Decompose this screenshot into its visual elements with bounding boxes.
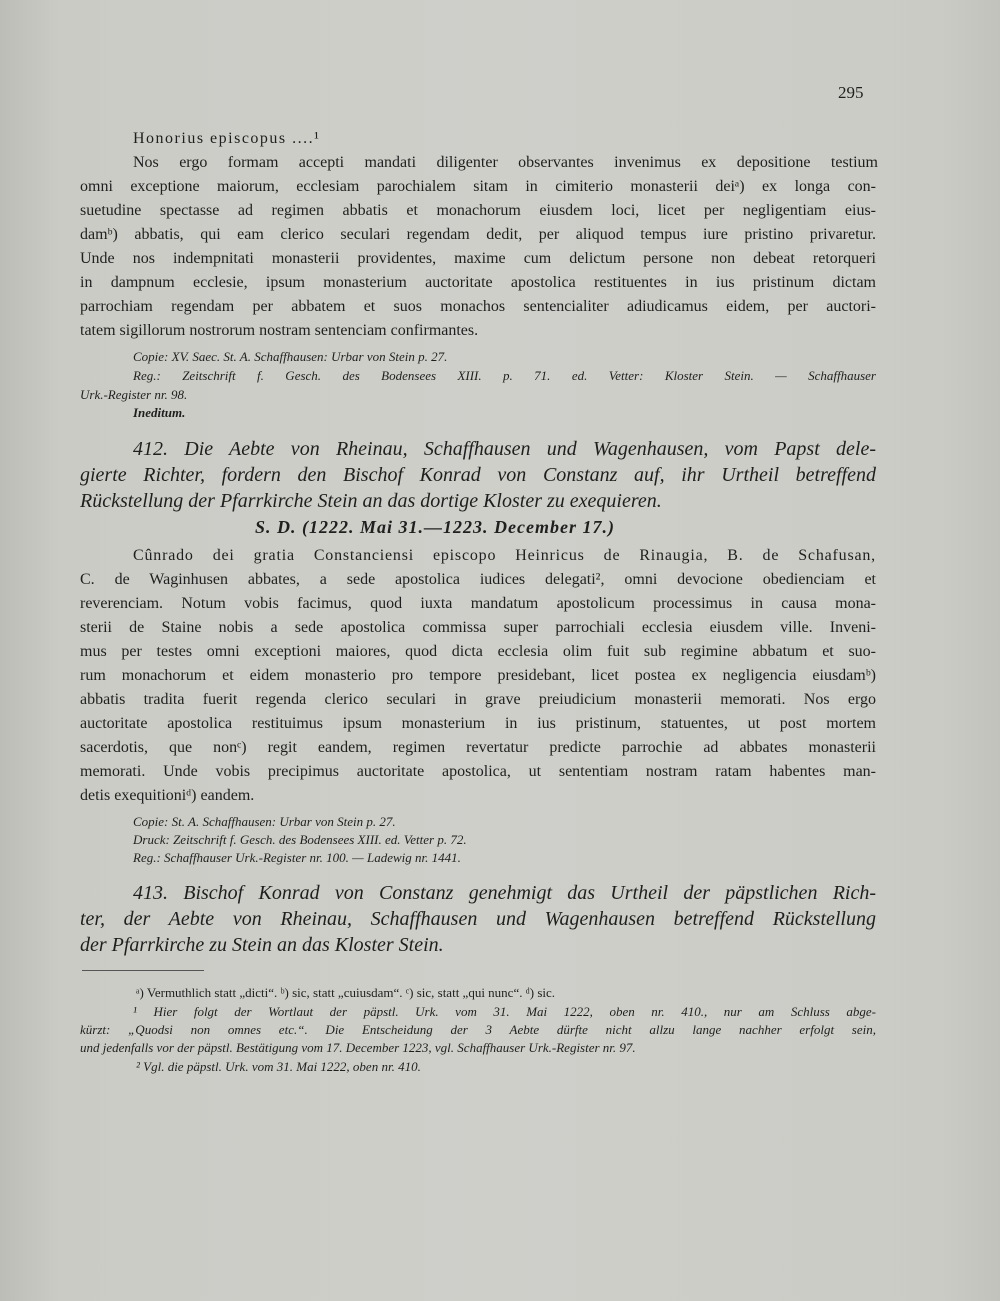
- text-line: reverenciam. Notum vobis facimus, quod iuxta mandatum apostolicum processimus in causa mona-: [80, 595, 876, 612]
- text-line: in dampnum ecclesie, ipsum monasterium auctoritate apostolica restituentes in ius pristinum dictam: [80, 274, 876, 291]
- text-line: sterii de Staine nobis a sede apostolica commissa super parrochiali ecclesia eiusdem ville. Inveni-: [80, 619, 876, 636]
- entry-412-dateline: S. D. (1222. Mai 31.—1223. December 17.): [255, 517, 615, 537]
- footnote: ᵃ) Vermuthlich statt „dicti“. ᵇ) sic, statt „cuiusdam“. ᶜ) sic, statt „qui nunc“. ᵈ) sic.: [136, 985, 556, 1000]
- entry-412-heading: gierte Richter, fordern den Bischof Konrad von Constanz auf, ihr Urtheil betreffend: [80, 464, 876, 486]
- entry-413-heading: der Pfarrkirche zu Stein an das Kloster Stein.: [80, 934, 444, 956]
- footnote: und jedenfalls vor der päpstl. Bestätigung vom 17. December 1223, vgl. Schaffhauser Urk.-Register nr. 97.: [80, 1040, 636, 1055]
- text-line: suetudine spectasse ad regimen abbatis et monachorum eiusdem loci, licet per negligentiam eius-: [80, 202, 876, 219]
- text-line: memorati. Unde vobis precipimus auctoritate apostolica, ut sententiam nostram ratam habentes man-: [80, 763, 876, 780]
- text-line: rum monachorum et eidem monasterio pro tempore presidebant, licet postea ex negligencia eiusdamᵇ): [80, 667, 876, 684]
- entry-413-heading: 413. Bischof Konrad von Constanz genehmigt das Urtheil der päpstlichen Rich-: [133, 882, 876, 904]
- text-line: omni exceptione maiorum, ecclesiam parochialem sitam in cimiterio monasterii deiᵃ) ex longa con-: [80, 178, 876, 195]
- salutation: Honorius episcopus ....¹: [133, 130, 321, 147]
- entry-412-heading: 412. Die Aebte von Rheinau, Schaffhausen und Wagenhausen, vom Papst dele-: [133, 438, 876, 460]
- text-line: auctoritate apostolica restituimus ipsum monasterium in ius pristinum, statuentes, ut post mortem: [80, 715, 876, 732]
- ineditum-note: Ineditum.: [133, 405, 186, 420]
- text-line: Nos ergo formam accepti mandati diligenter observantes invenimus ex depositione testium: [133, 154, 878, 171]
- text-line: parrochiam regendam per abbatem et suos monachos sentencialiter adiudicamus eidem, per auctori-: [80, 298, 876, 315]
- text-line: C. de Waginhusen abbates, a sede apostolica iudices delegati², omni devocione obedienciam et: [80, 571, 876, 588]
- text-line: sacerdotis, que nonᶜ) regit eandem, regimen revertatur predicte parrochie ad abbates monasterii: [80, 739, 876, 756]
- text-line: tatem sigillorum nostrorum nostram sentenciam confirmantes.: [80, 322, 479, 339]
- footnote: kürzt: „Quodsi non omnes etc.“. Die Entscheidung der 3 Aebte dürfte nicht allzu lange nachher erfolgt sein,: [80, 1022, 876, 1037]
- text-line: Unde nos indempnitati monasterii providentes, maxime cum delictum persone non debeat retorqueri: [80, 250, 876, 267]
- text-line: damᵇ) abbatis, qui eam clerico seculari regendam dedit, per aliquod tempus iure pristino privaretur.: [80, 226, 876, 243]
- text-line: Cûnrado dei gratia Constanciensi episcopo Heinricus de Rinaugia, B. de Schafusan,: [133, 547, 876, 564]
- entry-412-heading: Rückstellung der Pfarrkirche Stein an das dortige Kloster zu exequieren.: [80, 490, 662, 512]
- entry-413-heading: ter, der Aebte von Rheinau, Schaffhausen und Wagenhausen betreffend Rückstellung: [80, 908, 876, 930]
- text-line: mus per testes omni exceptioni maiores, quod dicta ecclesia olim fuit sub regimine abbatum et suo-: [80, 643, 876, 660]
- source-note: Copie: XV. Saec. St. A. Schaffhausen: Urbar von Stein p. 27.: [133, 349, 448, 364]
- footnote: ² Vgl. die päpstl. Urk. vom 31. Mai 1222, oben nr. 410.: [136, 1059, 421, 1074]
- footnote: ¹ Hier folgt der Wortlaut der päpstl. Urk. vom 31. Mai 1222, oben nr. 410., nur am Schluss abge-: [133, 1004, 876, 1019]
- source-note: Urk.-Register nr. 98.: [80, 387, 188, 402]
- source-note: Reg.: Zeitschrift f. Gesch. des Bodensees XIII. p. 71. ed. Vetter: Kloster Stein. — Schaffhauser: [133, 368, 876, 383]
- source-note: Druck: Zeitschrift f. Gesch. des Bodensees XIII. ed. Vetter p. 72.: [133, 832, 467, 847]
- footnote-rule: [82, 970, 204, 971]
- text-line: detis exequitioniᵈ) eandem.: [80, 787, 255, 804]
- source-note: Copie: St. A. Schaffhausen: Urbar von Stein p. 27.: [133, 814, 396, 829]
- text-line: abbatis tradita fuerit regenda clerico seculari in grave preiudicium monasterii memorati. Nos ergo: [80, 691, 876, 708]
- page-number: 295: [838, 83, 864, 102]
- source-note: Reg.: Schaffhauser Urk.-Register nr. 100. — Ladewig nr. 1441.: [133, 850, 461, 865]
